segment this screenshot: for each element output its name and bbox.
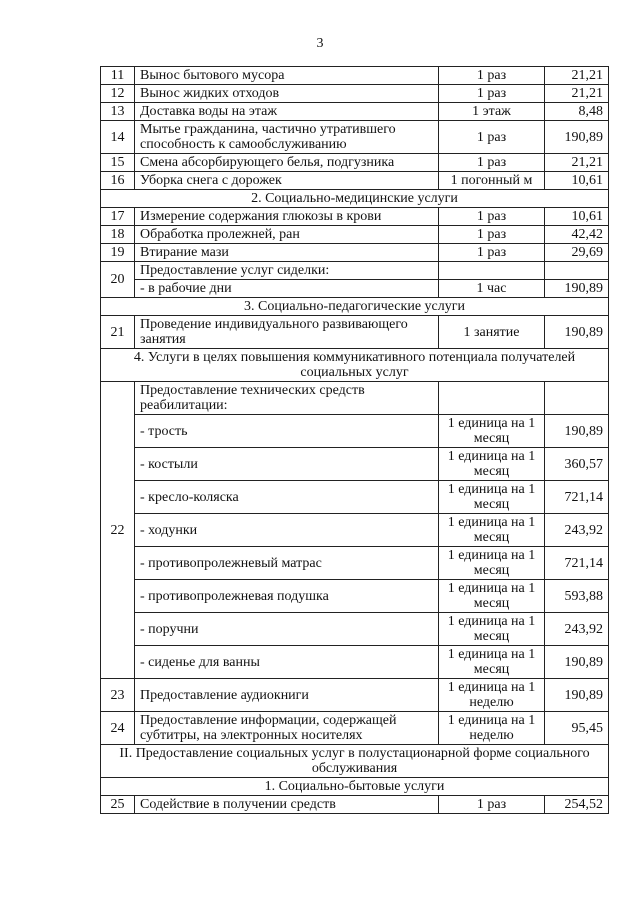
table-row — [101, 226, 609, 244]
service-price: 190,89 — [545, 316, 609, 349]
service-sub-name: - ходунки — [135, 514, 439, 547]
service-price: 10,61 — [545, 208, 609, 226]
table-row — [101, 448, 609, 481]
service-price: 243,92 — [545, 613, 609, 646]
row-number: 22 — [101, 382, 135, 679]
row-number: 18 — [101, 226, 135, 244]
service-name: Уборка снега с дорожек — [135, 172, 439, 190]
section-title: 3. Социально-педагогические услуги — [101, 298, 609, 316]
section-title: II. Предоставление социальных услуг в полустационарной форме социального обслуживания — [101, 745, 609, 778]
service-unit: 1 раз — [439, 121, 545, 154]
row-number: 16 — [101, 172, 135, 190]
section-header-row — [101, 745, 609, 778]
service-sub-name: - трость — [135, 415, 439, 448]
table-row — [101, 712, 609, 745]
service-name: Предоставление технических средств реабилитации: — [135, 382, 439, 415]
service-unit: 1 раз — [439, 244, 545, 262]
service-unit: 1 раз — [439, 226, 545, 244]
table-row — [101, 280, 609, 298]
table-row — [101, 481, 609, 514]
service-price: 190,89 — [545, 280, 609, 298]
table-row — [101, 67, 609, 85]
table-row — [101, 316, 609, 349]
row-number: 14 — [101, 121, 135, 154]
section-title: 2. Социально-медицинские услуги — [101, 190, 609, 208]
service-sub-name: - кресло-коляска — [135, 481, 439, 514]
section-title: 4. Услуги в целях повышения коммуникативного потенциала получателей социальных услуг — [101, 349, 609, 382]
service-sub-name: - противопролежневая подушка — [135, 580, 439, 613]
table-row — [101, 121, 609, 154]
row-number: 17 — [101, 208, 135, 226]
service-price: 190,89 — [545, 646, 609, 679]
service-price: 190,89 — [545, 415, 609, 448]
service-unit: 1 час — [439, 280, 545, 298]
row-number: 19 — [101, 244, 135, 262]
section-header-row — [101, 778, 609, 796]
service-unit: 1 единица на 1 месяц — [439, 415, 545, 448]
service-unit: 1 единица на 1 неделю — [439, 712, 545, 745]
service-name: Мытье гражданина, частично утратившего способность к самообслуживанию — [135, 121, 439, 154]
service-price: 21,21 — [545, 154, 609, 172]
service-name: Втирание мази — [135, 244, 439, 262]
service-name: Вынос бытового мусора — [135, 67, 439, 85]
service-name: Обработка пролежней, ран — [135, 226, 439, 244]
section-header-row — [101, 190, 609, 208]
table-row — [101, 679, 609, 712]
service-unit: 1 раз — [439, 208, 545, 226]
row-number: 11 — [101, 67, 135, 85]
service-price: 21,21 — [545, 67, 609, 85]
table-row — [101, 514, 609, 547]
service-name: Смена абсорбирующего белья, подгузника — [135, 154, 439, 172]
table-row — [101, 415, 609, 448]
row-number: 25 — [101, 796, 135, 814]
row-number: 23 — [101, 679, 135, 712]
service-price: 190,89 — [545, 679, 609, 712]
table-row — [101, 262, 609, 280]
table-row — [101, 646, 609, 679]
row-number: 21 — [101, 316, 135, 349]
service-unit: 1 раз — [439, 154, 545, 172]
service-price: 190,89 — [545, 121, 609, 154]
service-name: Проведение индивидуального развивающего занятия — [135, 316, 439, 349]
service-unit: 1 этаж — [439, 103, 545, 121]
table-row — [101, 382, 609, 415]
table-row — [101, 208, 609, 226]
row-number: 20 — [101, 262, 135, 298]
service-price-empty — [545, 382, 609, 415]
service-unit: 1 раз — [439, 85, 545, 103]
table-row — [101, 580, 609, 613]
service-unit: 1 единица на 1 месяц — [439, 580, 545, 613]
table-row — [101, 154, 609, 172]
service-price: 95,45 — [545, 712, 609, 745]
service-sub-name: - в рабочие дни — [135, 280, 439, 298]
service-name: Содействие в получении средств — [135, 796, 439, 814]
service-name: Предоставление услуг сиделки: — [135, 262, 439, 280]
service-unit: 1 погонный м — [439, 172, 545, 190]
service-name: Измерение содержания глюкозы в крови — [135, 208, 439, 226]
section-title: 1. Социально-бытовые услуги — [101, 778, 609, 796]
service-unit: 1 единица на 1 месяц — [439, 613, 545, 646]
service-unit: 1 единица на 1 неделю — [439, 679, 545, 712]
service-name: Предоставление информации, содержащей субтитры, на электронных носителях — [135, 712, 439, 745]
service-unit: 1 единица на 1 месяц — [439, 448, 545, 481]
service-name: Доставка воды на этаж — [135, 103, 439, 121]
table-row — [101, 244, 609, 262]
service-price: 593,88 — [545, 580, 609, 613]
service-price: 21,21 — [545, 85, 609, 103]
service-name: Предоставление аудиокниги — [135, 679, 439, 712]
service-price: 42,42 — [545, 226, 609, 244]
service-price: 721,14 — [545, 481, 609, 514]
section-header-row — [101, 298, 609, 316]
service-unit: 1 единица на 1 месяц — [439, 481, 545, 514]
table-row — [101, 796, 609, 814]
service-unit: 1 раз — [439, 796, 545, 814]
service-price: 8,48 — [545, 103, 609, 121]
service-sub-name: - сиденье для ванны — [135, 646, 439, 679]
service-unit-empty — [439, 382, 545, 415]
row-number: 24 — [101, 712, 135, 745]
service-price: 243,92 — [545, 514, 609, 547]
table-row — [101, 547, 609, 580]
service-sub-name: - костыли — [135, 448, 439, 481]
row-number: 12 — [101, 85, 135, 103]
row-number: 13 — [101, 103, 135, 121]
table-row — [101, 172, 609, 190]
service-price: 360,57 — [545, 448, 609, 481]
service-price: 254,52 — [545, 796, 609, 814]
service-unit-empty — [439, 262, 545, 280]
table-row — [101, 613, 609, 646]
service-unit: 1 занятие — [439, 316, 545, 349]
table-row — [101, 85, 609, 103]
service-price: 721,14 — [545, 547, 609, 580]
service-name: Вынос жидких отходов — [135, 85, 439, 103]
table-row — [101, 103, 609, 121]
service-price: 29,69 — [545, 244, 609, 262]
service-unit: 1 единица на 1 месяц — [439, 547, 545, 580]
service-unit: 1 единица на 1 месяц — [439, 514, 545, 547]
service-price-empty — [545, 262, 609, 280]
service-unit: 1 единица на 1 месяц — [439, 646, 545, 679]
service-sub-name: - противопролежневый матрас — [135, 547, 439, 580]
page-number: 3 — [316, 36, 324, 51]
services-table — [100, 66, 609, 814]
section-header-row — [101, 349, 609, 382]
service-unit: 1 раз — [439, 67, 545, 85]
row-number: 15 — [101, 154, 135, 172]
service-price: 10,61 — [545, 172, 609, 190]
service-sub-name: - поручни — [135, 613, 439, 646]
